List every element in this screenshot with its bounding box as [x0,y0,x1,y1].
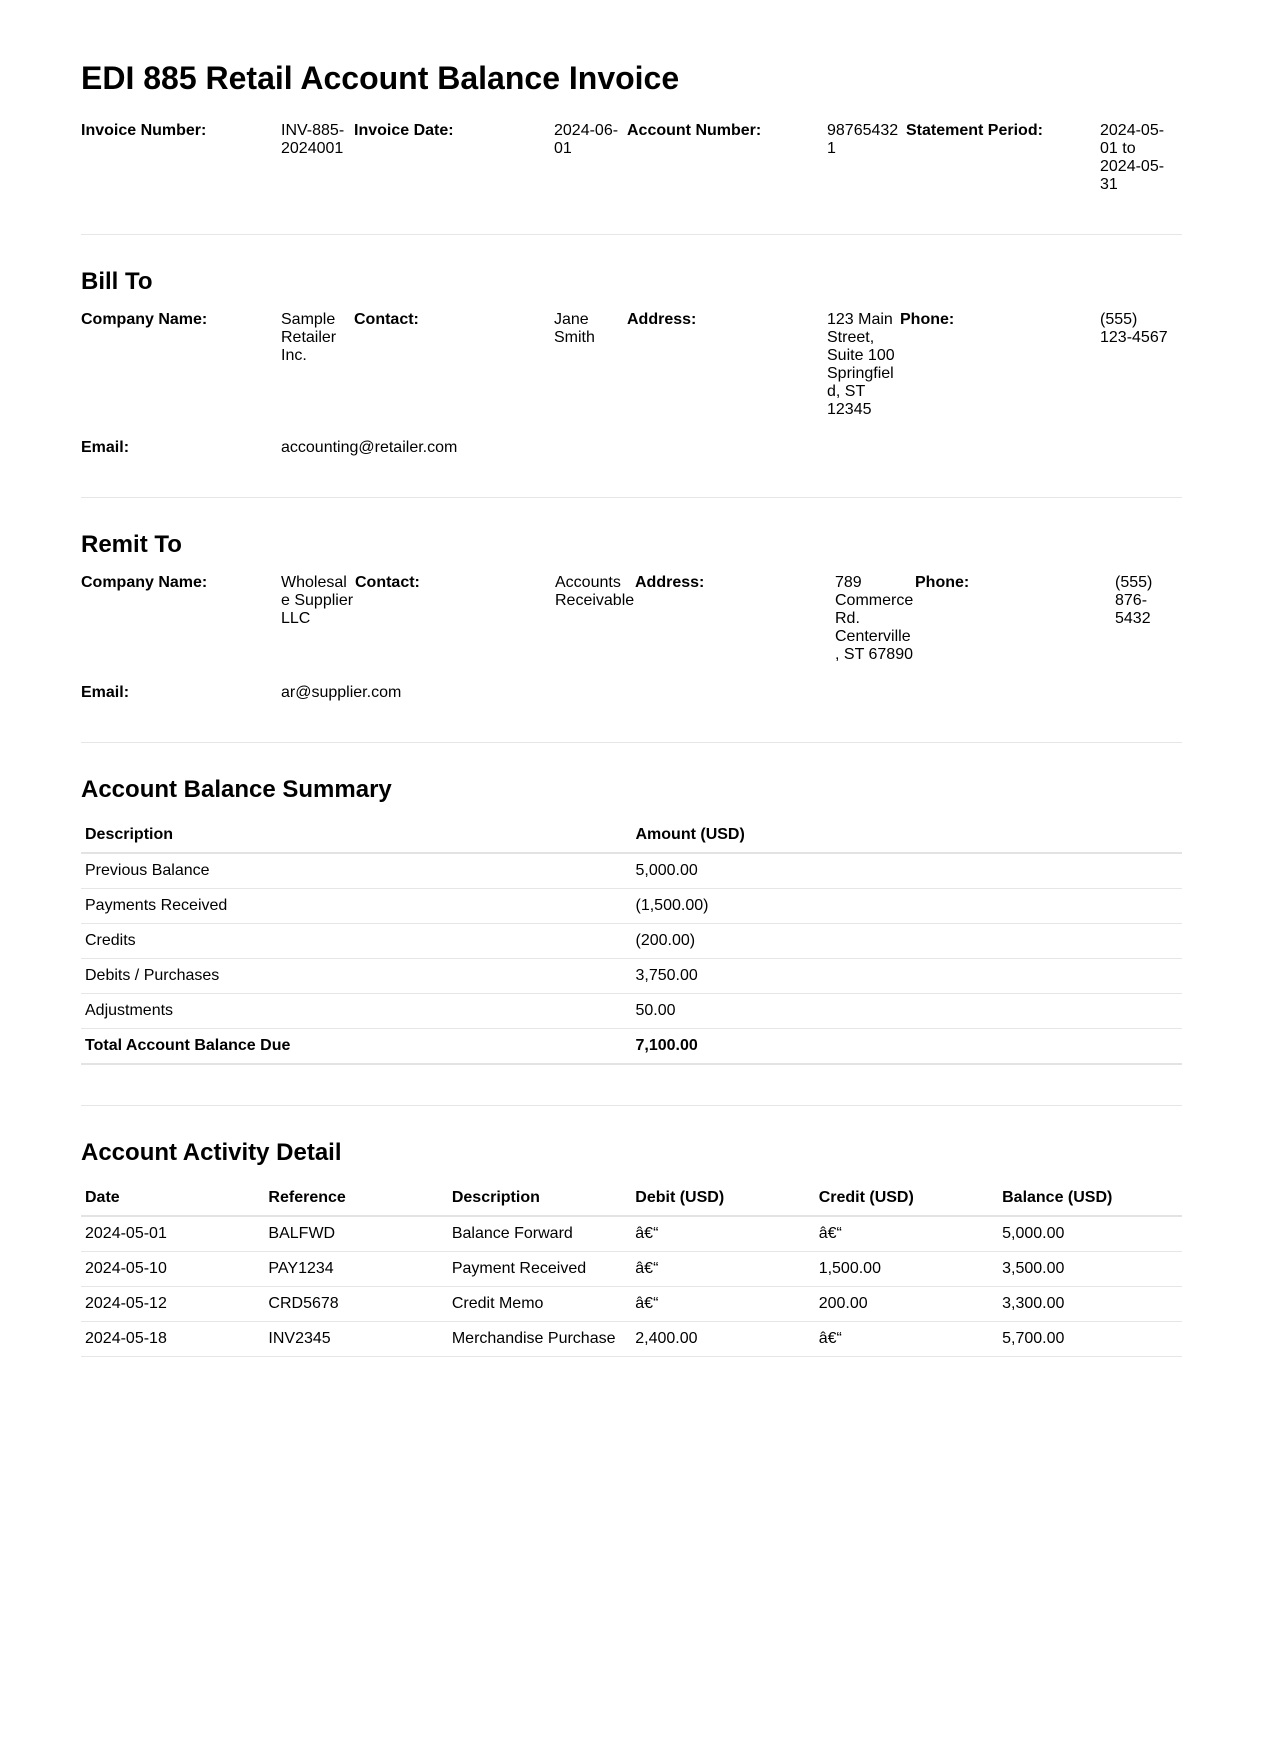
column-header: Description [448,1180,631,1216]
statement-period-value: 2024-05-01 to 2024-05-31 [1100,122,1165,193]
activity-description: Merchandise Purchase [448,1322,631,1357]
activity-balance: 5,000.00 [998,1216,1182,1252]
bill-to-address-value: 123 Main Street, Suite 100 Springfield, ST 12345 [827,311,895,418]
table-row [81,924,1182,959]
remit-to-info [81,574,1182,702]
activity-credit: 1,500.00 [815,1252,998,1287]
remit-to-email-value: ar@supplier.com [281,684,402,701]
remit-to-contact-value: Accounts Receivable [555,574,635,609]
column-header: Date [81,1180,264,1216]
activity-credit: â€“ [815,1216,998,1252]
table-row [81,959,1182,994]
activity-reference: CRD5678 [264,1287,447,1322]
remit-to-phone-value: (555) 876-5432 [1115,574,1153,627]
activity-table [81,1180,1182,1357]
activity-balance: 5,700.00 [998,1322,1182,1357]
account-number-label: Account Number: [627,122,762,139]
remit-to-address-value: 789 Commerce Rd. Centerville, ST 67890 [835,574,914,663]
total-row [81,1029,1182,1065]
divider [81,497,1182,498]
remit-to-company-label: Company Name: [81,574,208,591]
activity-credit: â€“ [815,1322,998,1357]
table-row [81,1322,1182,1357]
remit-to-heading: Remit To [81,531,182,558]
table-row [81,889,1182,924]
table-row [81,853,1182,889]
invoice-date-value: 2024-06-01 [554,122,619,157]
divider [81,234,1182,235]
activity-debit: â€“ [631,1252,814,1287]
bill-to-contact-value: Jane Smith [554,311,595,346]
remit-to-company-value: Wholesale Supplier LLC [281,574,354,627]
activity-balance: 3,300.00 [998,1287,1182,1322]
summary-heading: Account Balance Summary [81,776,392,803]
summary-description: Debits / Purchases [81,959,632,994]
summary-description: Previous Balance [81,853,632,889]
remit-to-email-label: Email: [81,684,130,701]
activity-heading: Account Activity Detail [81,1139,342,1166]
summary-table [81,817,1182,1065]
table-row [81,1216,1182,1252]
activity-description: Credit Memo [448,1287,631,1322]
invoice-number-value: INV-885-2024001 [281,122,345,157]
bill-to-heading: Bill To [81,268,153,295]
bill-to-phone-value: (555) 123-4567 [1100,311,1168,346]
bill-to-email-value: accounting@retailer.com [281,439,458,456]
total-label: Total Account Balance Due [81,1029,632,1065]
activity-date: 2024-05-12 [81,1287,264,1322]
summary-description: Payments Received [81,889,632,924]
summary-amount: 3,750.00 [632,959,1183,994]
activity-reference: BALFWD [264,1216,447,1252]
activity-debit: â€“ [631,1287,814,1322]
table-row [81,994,1182,1029]
bill-to-contact-label: Contact: [354,311,419,328]
account-number-value: 987654321 [827,122,899,157]
activity-date: 2024-05-18 [81,1322,264,1357]
summary-description: Credits [81,924,632,959]
summary-description: Adjustments [81,994,632,1029]
activity-description: Balance Forward [448,1216,631,1252]
activity-credit: 200.00 [815,1287,998,1322]
divider [81,742,1182,743]
invoice-date-label: Invoice Date: [354,122,454,139]
column-header: Reference [264,1180,447,1216]
activity-date: 2024-05-10 [81,1252,264,1287]
activity-debit: â€“ [631,1216,814,1252]
column-header: Description [81,817,632,853]
invoice-number-label: Invoice Number: [81,122,207,139]
remit-to-phone-label: Phone: [915,574,970,591]
table-header-row [81,817,1182,853]
summary-amount: (1,500.00) [632,889,1183,924]
statement-period-label: Statement Period: [906,122,1043,139]
column-header: Balance (USD) [998,1180,1182,1216]
remit-to-contact-label: Contact: [355,574,420,591]
summary-amount: 50.00 [632,994,1183,1029]
page-title: EDI 885 Retail Account Balance Invoice [81,60,680,96]
activity-description: Payment Received [448,1252,631,1287]
activity-balance: 3,500.00 [998,1252,1182,1287]
remit-to-address-label: Address: [635,574,705,591]
bill-to-phone-label: Phone: [900,311,955,328]
activity-reference: PAY1234 [264,1252,447,1287]
summary-amount: (200.00) [632,924,1183,959]
summary-amount: 5,000.00 [632,853,1183,889]
table-header-row [81,1180,1182,1216]
total-amount: 7,100.00 [632,1029,1183,1065]
activity-debit: 2,400.00 [631,1322,814,1357]
invoice-info [81,122,1182,194]
bill-to-company-label: Company Name: [81,311,208,328]
bill-to-email-label: Email: [81,439,130,456]
divider [81,1105,1182,1106]
activity-reference: INV2345 [264,1322,447,1357]
bill-to-info [81,311,1182,457]
activity-date: 2024-05-01 [81,1216,264,1252]
column-header: Credit (USD) [815,1180,998,1216]
bill-to-company-value: Sample Retailer Inc. [281,311,337,364]
table-row [81,1287,1182,1322]
column-header: Debit (USD) [631,1180,814,1216]
column-header: Amount (USD) [632,817,1183,853]
bill-to-address-label: Address: [627,311,697,328]
table-row [81,1252,1182,1287]
